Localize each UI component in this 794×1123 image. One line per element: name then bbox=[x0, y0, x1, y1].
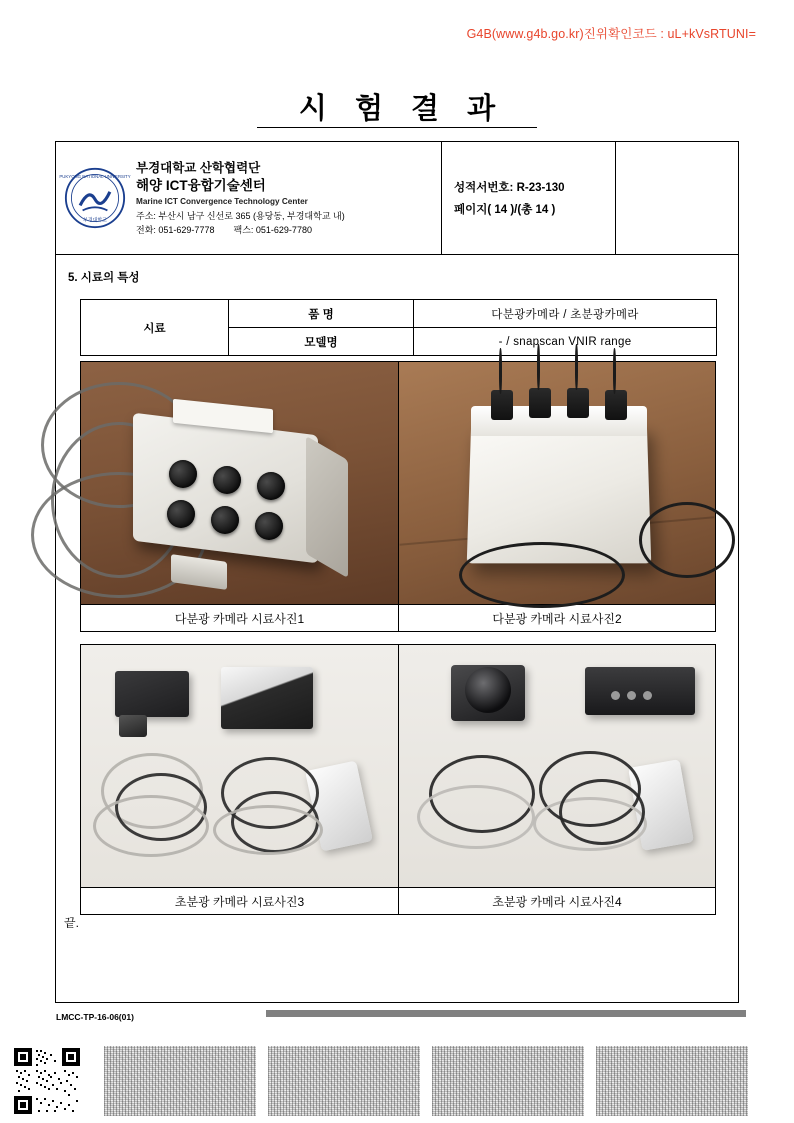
report-number: 성적서번호: R-23-130 bbox=[454, 182, 565, 194]
report-meta bbox=[441, 142, 616, 254]
photo-caption-4: 초분광 카메라 시료사진4 bbox=[398, 888, 715, 914]
organization-info bbox=[56, 142, 441, 254]
photo-cell-1 bbox=[81, 362, 398, 604]
verification-code-text: G4B(www.g4b.go.kr)진위확인코드 : uL+kVsRTUNI= bbox=[466, 27, 756, 41]
photo-cell-2 bbox=[398, 362, 715, 604]
stamp-area bbox=[616, 142, 738, 254]
spec-label-model-name: 모델명 bbox=[229, 328, 414, 356]
photo-block-hyperspectral bbox=[80, 644, 716, 915]
photo-row bbox=[81, 362, 715, 604]
page-title: 시 험 결 과 bbox=[298, 93, 506, 125]
spec-value-model-name: - / snapscan VNIR range bbox=[414, 328, 717, 356]
spec-label-product-name: 품 명 bbox=[229, 300, 414, 328]
title-underline bbox=[257, 127, 537, 128]
org-name-line1: 부경대학교 산학협력단 bbox=[136, 160, 261, 175]
org-contact bbox=[136, 224, 345, 236]
spec-value-product-name: 다분광카메라 / 초분광카메라 bbox=[414, 300, 717, 328]
fax-label: 팩스: bbox=[233, 225, 254, 236]
photo-block-multispectral bbox=[80, 361, 716, 632]
organization-header bbox=[56, 142, 738, 255]
section-title: 5. 시료의 특성 bbox=[68, 272, 140, 284]
sample-spec-table bbox=[80, 299, 717, 356]
end-mark: 끝. bbox=[64, 916, 79, 930]
caption-row bbox=[81, 604, 715, 631]
sample-photo-2 bbox=[399, 362, 715, 604]
footer-bar bbox=[266, 1010, 746, 1017]
table-row bbox=[81, 300, 717, 328]
tel-label: 전화: bbox=[136, 225, 156, 236]
photo-caption-2: 다분광 카메라 시료사진2 bbox=[398, 605, 715, 631]
tel-value: 051-629-7778 bbox=[158, 225, 215, 236]
qr-code-icon bbox=[14, 1048, 80, 1114]
svg-text:부경대학교: 부경대학교 bbox=[83, 218, 107, 224]
org-name-line2: 해양 ICT융합기술센터 bbox=[136, 177, 266, 193]
sample-photo-3 bbox=[81, 645, 398, 887]
organization-text bbox=[136, 160, 345, 236]
scan-artifact-strip-3 bbox=[432, 1046, 584, 1116]
spec-row-header: 시료 bbox=[81, 300, 229, 356]
photo-cell-4 bbox=[398, 645, 715, 887]
photo-caption-3: 초분광 카메라 시료사진3 bbox=[174, 894, 305, 909]
photo-caption-1: 다분광 카메라 시료사진1 bbox=[174, 611, 305, 626]
sample-photo-1 bbox=[81, 362, 398, 604]
university-logo-icon bbox=[59, 167, 131, 229]
page-info: 페이지( 14 )/(총 14 ) bbox=[454, 204, 556, 216]
svg-text:PUKYONG NATIONAL UNIVERSITY: PUKYONG NATIONAL UNIVERSITY bbox=[59, 174, 131, 180]
scan-artifact-strip-4 bbox=[596, 1046, 748, 1116]
form-code: LMCC-TP-16-06(01) bbox=[56, 1012, 134, 1022]
scan-artifact-strip-1 bbox=[104, 1046, 256, 1116]
photo-row bbox=[81, 645, 715, 887]
photo-cell-3 bbox=[81, 645, 398, 887]
org-name-english: Marine ICT Convergence Technology Center bbox=[136, 196, 308, 206]
sample-photo-4 bbox=[399, 645, 715, 887]
report-frame bbox=[55, 141, 739, 1003]
caption-row bbox=[81, 887, 715, 914]
org-address: 주소: 부산시 남구 신선로 365 (용당동, 부경대학교 내) bbox=[136, 210, 345, 221]
fax-value: 051-629-7780 bbox=[255, 225, 312, 236]
scan-artifact-strip-2 bbox=[268, 1046, 420, 1116]
